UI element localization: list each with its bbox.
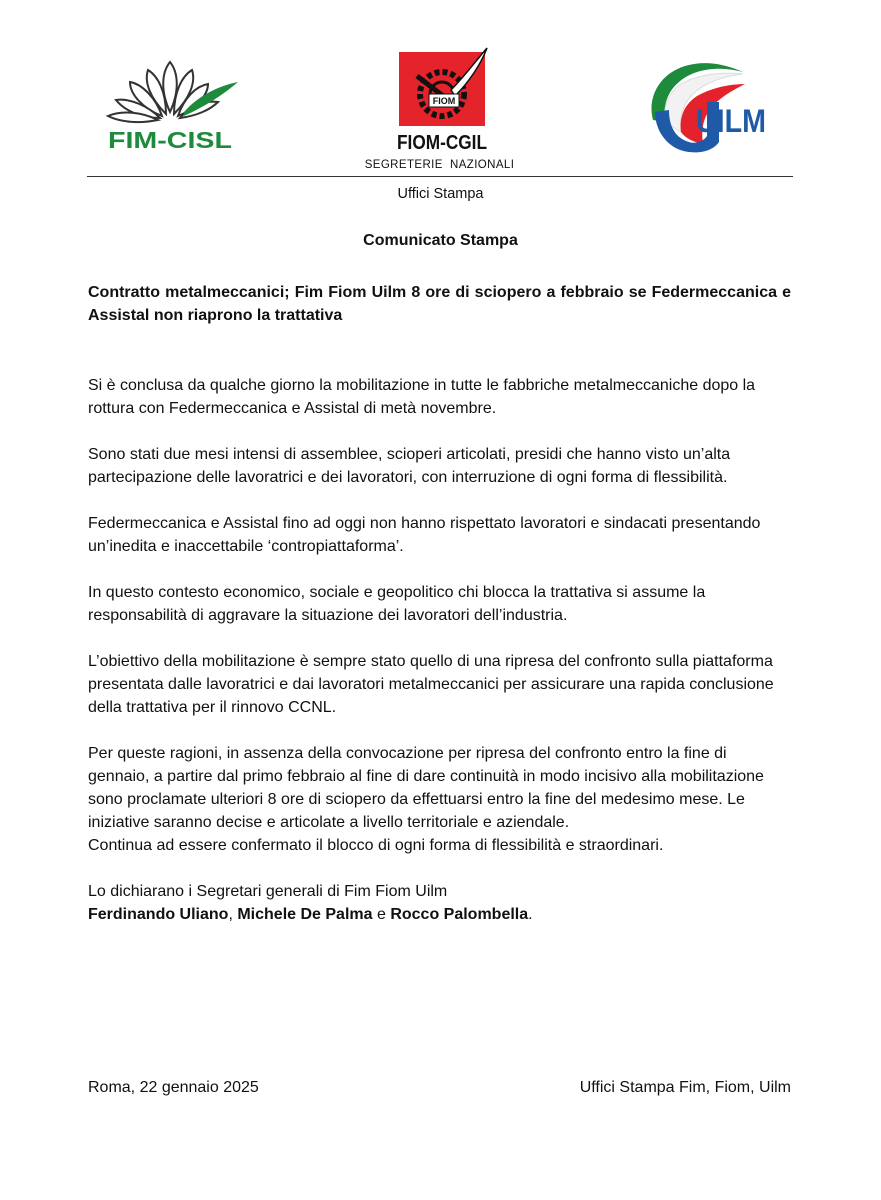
- press-office: Uffici Stampa Fim, Fiom, Uilm: [579, 1079, 791, 1096]
- uilm-logo-text: UILM: [696, 103, 766, 139]
- fim-cisl-logo-text: FIM-CISL: [108, 127, 232, 152]
- paragraph-5: L’obiettivo della mobilitazione è sempre stato quello di una ripresa del confronto sulla piattaforma presentata dalle lavoratrici e dai lavoratori metalmeccanici per assicurare una rapida conclusione della trattativa per il rinnovo CCNL.: [88, 653, 774, 716]
- header-divider: [87, 176, 793, 177]
- fiom-cgil-logo-text: FIOM-CGIL: [397, 132, 487, 154]
- signatory-uliano: Ferdinando Uliano: [88, 906, 229, 923]
- paragraph-2: Sono stati due mesi intensi di assemblee, scioperi articolati, presidi che hanno visto un’alta partecipazione delle lavoratrici e dei lavoratori, con interruzione di ogni forma di flessibilità.: [88, 446, 731, 486]
- signature-names: [88, 903, 791, 926]
- fiom-badge-text: FIOM: [432, 96, 456, 106]
- uffici-stampa-header: Uffici Stampa: [397, 186, 484, 202]
- signature-intro: Lo dichiarano i Segretari generali di Fim Fiom Uilm: [88, 883, 448, 900]
- paragraph-7: Continua ad essere confermato il blocco di ogni forma di flessibilità e straordinari.: [88, 837, 664, 854]
- fiom-cgil-logo: [395, 42, 491, 154]
- place-date: Roma, 22 gennaio 2025: [88, 1079, 259, 1096]
- signature-separator-2: e: [372, 906, 391, 923]
- paragraph-3: Federmeccanica e Assistal fino ad oggi non hanno rispettato lavoratori e sindacati presentando un’inedita e inaccettabile ‘contropiattaforma’.: [88, 515, 761, 555]
- signatory-palombella: Rocco Palombella: [390, 906, 529, 923]
- fim-cisl-logo: [100, 60, 240, 152]
- document-type-title: Comunicato Stampa: [363, 232, 518, 249]
- uilm-logo: [645, 62, 785, 154]
- segreterie-text: SEGRETERIE NAZIONALI: [364, 159, 515, 171]
- paragraph-4: In questo contesto economico, sociale e geopolitico chi blocca la trattativa si assume la responsabilità di aggravare la situazione dei lavoratori dell’industria.: [88, 584, 706, 624]
- signature-end: .: [528, 906, 533, 923]
- signature-separator-1: ,: [228, 906, 238, 923]
- headline: Contratto metalmeccanici; Fim Fiom Uilm 8 ore di sciopero a febbraio se Federmeccanica e Assistal non riaprono la trattativa: [88, 284, 791, 324]
- paragraph-6: Per queste ragioni, in assenza della convocazione per ripresa del confronto entro la fine di gennaio, a partire dal primo febbraio al fine di dare continuità in modo incisivo alla mobilitazione sono proclamate ulteriori 8 ore di sciopero da effettuarsi entro la fine del medesimo mese. Le iniziative saranno decise e articolate a livello territoriale e aziendale.: [88, 745, 764, 831]
- paragraph-1: Si è conclusa da qualche giorno la mobilitazione in tutte le fabbriche metalmeccaniche dopo la rottura con Federmeccanica e Assistal di metà novembre.: [88, 377, 756, 417]
- segreterie-nazionali: [0, 159, 881, 171]
- footer: [88, 1079, 791, 1097]
- signatory-de-palma: Michele De Palma: [237, 906, 373, 923]
- press-release-body: [88, 281, 791, 926]
